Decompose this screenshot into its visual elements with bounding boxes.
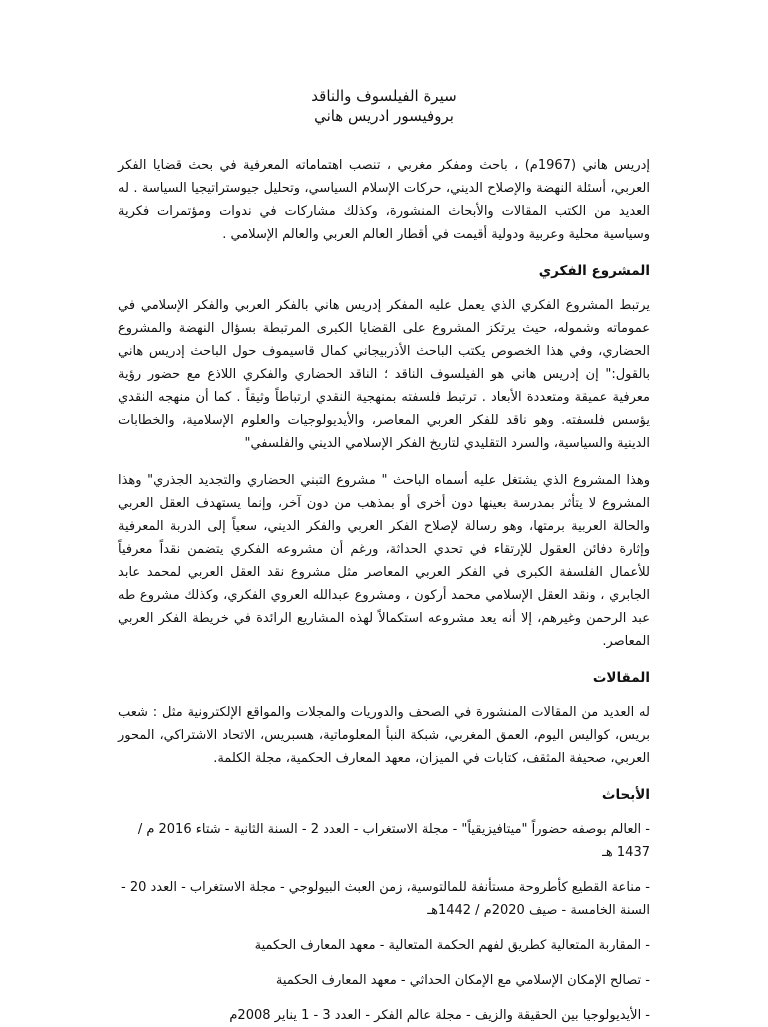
document-title: سيرة الفيلسوف والناقد	[311, 87, 457, 105]
research-list	[118, 818, 650, 1027]
research-item: - الأيديولوجيا بين الحقيقة والزيف - مجلة عالم الفكر - العدد 3 - 1 يناير 2008م	[229, 1008, 650, 1023]
section-heading-research: الأبحاث	[601, 787, 650, 803]
section-heading-project: المشروع الفكري	[538, 263, 650, 279]
articles-paragraph: له العديد من المقالات المنشورة في الصحف والدوريات والمجلات والمواقع الإلكترونية مثل : شعب بريس، كواليس اليوم، العمق المغربي، شبكة النبأ المعلوماتية، هسبريس، الاتحاد الاشتراكي، المحور العربي، صحيفة المثقف، كتابات في الميزان، معهد المعارف الحكمية، مجلة الكلمة.	[118, 705, 650, 766]
intro-paragraph: إدريس هاني (1967م) ، باحث ومفكر مغربي ، تنصب اهتماماته المعرفية في بحث قضايا الفكر العربي، أسئلة النهضة والإصلاح الديني، حركات الإسلام السياسي، وتحليل جيوستراتيجيا السياسة . له العديد من الكتب المقالات والأبحاث المنشورة، وكذلك مشاركات في ندوات ومؤتمرات فكرية وسياسية محلية وعربية ودولية أقيمت في أقطار العالم العربي والعالم الإسلامي .	[118, 158, 650, 242]
document-subtitle: بروفيسور ادريس هاني	[314, 107, 454, 125]
section-heading-articles: المقالات	[592, 670, 650, 686]
research-item: - العالم بوصفه حضوراً "ميتافيزيقياً" - مجلة الاستغراب - العدد 2 - السنة الثانية - شتاء 2016 م / 1437 هـ	[137, 822, 650, 860]
project-paragraph-2: وهذا المشروع الذي يشتغل عليه أسماه الباحث " مشروع التبني الحضاري والتجديد الجذري" وهذا المشروع لا يتأثر بمدرسة بعينها دون أخرى أو بمذهب من دون آخر، وإنما يستهدف العقل العربي والحالة العربية برمتها، وهو رسالة لإصلاح الفكر العربي والفكر الديني، سعياً إلى الدربة المعرفية وإثارة دفائن العقول للإرتقاء في تحدي الحداثة، ورغم أن مشروعه الفكري يتضمن نقداً معرفياً للأعمال الفلسفة الكبرى في الفكر العربي المعاصر مثل مشروع نقد العقل العربي لمحمد عابد الجابري ، ونقد العقل الإسلامي محمد أركون ، ومشروع عبدالله العروي الفكري، وكذلك مشروع طه عبد الرحمن وغيرهم، إلا أنه يعد مشروعه استكمالاً لهذه المشاريع الرائدة في خريطة الفكر العربي المعاصر.	[118, 473, 650, 649]
project-paragraph-1: يرتبط المشروع الفكري الذي يعمل عليه المفكر إدريس هاني بالفكر العربي والفكر الإسلامي في عموماته وشموله، حيث يرتكز المشروع على القضايا الكبرى المرتبطة بسؤال النهضة والمشروع الحضاري، وفي هذا الخصوص يكتب الباحث الأذربيجاني كمال قاسيموف حول الباحث إدريس هاني بالقول:" إن إدريس هاني هو الفيلسوف الناقد ؛ الناقد الحضاري والفكري اللاذع مع حضور رؤية معرفية عميقة ومتعددة الأبعاد . ترتبط فلسفته بمنهجية النقدي ارتباطاً وثيقاً . كما أن منهجه النقدي يؤسس فلسفته. وهو ناقد للفكر العربي المعاصر، والأيديولوجيات والعلوم الإسلامية، والخطابات الدينية والسياسية، والسرد التقليدي لتاريخ الفكر الإسلامي الديني والفلسفي"	[118, 298, 650, 451]
research-item: - مناعة القطيع كأطروحة مستأنفة للمالتوسية، زمن العبث البيولوجي - مجلة الاستغراب - العدد 20 - السنة الخامسة - صيف 2020م / 1442هـ	[121, 880, 650, 918]
research-item: - تصالح الإمكان الإسلامي مع الإمكان الحداثي - معهد المعارف الحكمية	[275, 973, 650, 988]
research-item: - المقاربة المتعالية كطريق لفهم الحكمة المتعالية - معهد المعارف الحكمية	[254, 938, 650, 953]
